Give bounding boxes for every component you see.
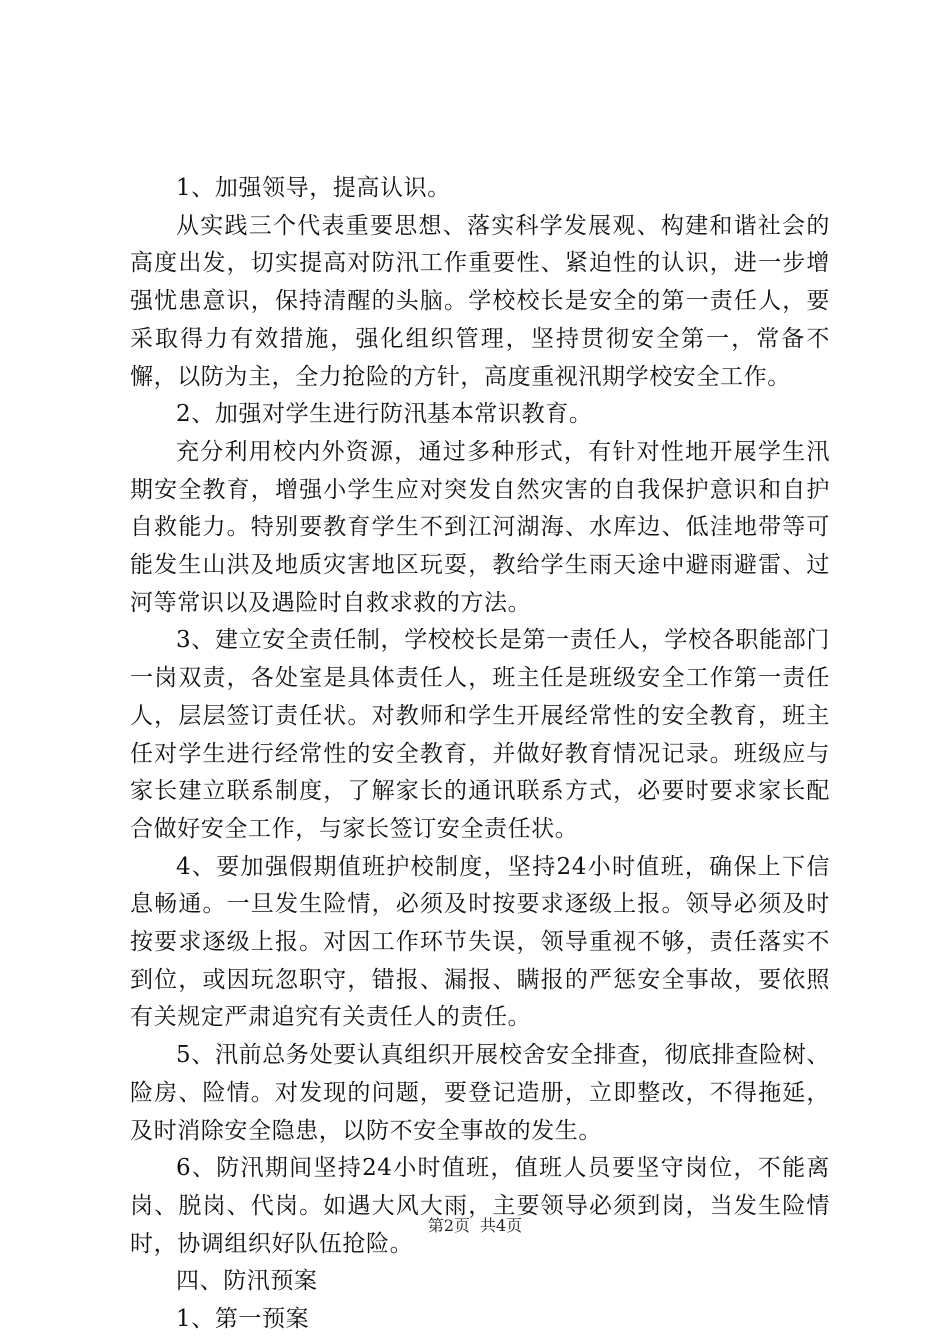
page-number: 第2页 bbox=[427, 1216, 470, 1235]
paragraph-responsibility-system: 3、建立安全责任制，学校校长是第一责任人，学校各职能部门一岗双责，各处室是具体责任人，班主任是班级安全工作第一责任人，层层签订责任状。对教师和学生开展经常性的安全教育，班主任对学生进行经常性的安全教育，并做好教育情况记录。班级应与家长建立联系制度，了解家长的通讯联系方式，必要时要求家长配合做好安全工作，与家长签订安全责任状。 bbox=[130, 627, 830, 842]
heading-first-plan: 1、第一预案 bbox=[176, 1306, 310, 1333]
paragraph-holiday-duty: 4、要加强假期值班护校制度，坚持24小时值班，确保上下信息畅通。一旦发生险情，必须及时按要求逐级上报。领导必须及时按要求逐级上报。对因工作环节失误，领导重视不够，责任落实不到位，或因玩忽职守，错报、漏报、瞒报的严惩安全事故，要依照有关规定严肃追究有关责任人的责任。 bbox=[130, 853, 830, 1031]
paragraph-student-education: 充分利用校内外资源，通过多种形式，有针对性地开展学生汛期安全教育，增强小学生应对突发自然灾害的自我保护意识和自护自救能力。特别要教育学生不到江河湖海、水库边、低洼地带等可能发生山洪及地质灾害地区玩耍，教给学生雨天途中避雨避雷、过河等常识以及遇险时自救求救的方法。 bbox=[130, 438, 830, 616]
heading-flood-plan: 四、防汛预案 bbox=[176, 1268, 318, 1295]
paragraph-flood-duty: 6、防汛期间坚持24小时值班，值班人员要坚守岗位，不能离岗、脱岗、代岗。如遇大风大雨，主要领导必须到岗，当发生险情时，协调组织好队伍抢险。 bbox=[130, 1155, 830, 1257]
heading-strengthen-leadership: 1、加强领导，提高认识。 bbox=[176, 175, 451, 201]
page-total: 共4页 bbox=[480, 1216, 523, 1235]
paragraph-raise-awareness: 从实践三个代表重要思想、落实科学发展观、构建和谐社会的高度出发，切实提高对防汛工作重要性、紧迫性的认识，进一步增强忧患意识，保持清醒的头脑。学校校长是安全的第一责任人，要采取得力有效措施，强化组织管理，坚持贯彻安全第一，常备不懈，以防为主，全力抢险的方针，高度重视汛期学校安全工作。 bbox=[130, 212, 830, 390]
document-body bbox=[130, 170, 830, 1339]
paragraph-safety-inspection: 5、汛前总务处要认真组织开展校舍安全排查，彻底排查险树、险房、险情。对发现的问题，要登记造册，立即整改，不得拖延，及时消除安全隐患，以防不安全事故的发生。 bbox=[130, 1042, 830, 1144]
page-footer bbox=[0, 1215, 950, 1237]
heading-student-education: 2、加强对学生进行防汛基本常识教育。 bbox=[176, 401, 593, 428]
